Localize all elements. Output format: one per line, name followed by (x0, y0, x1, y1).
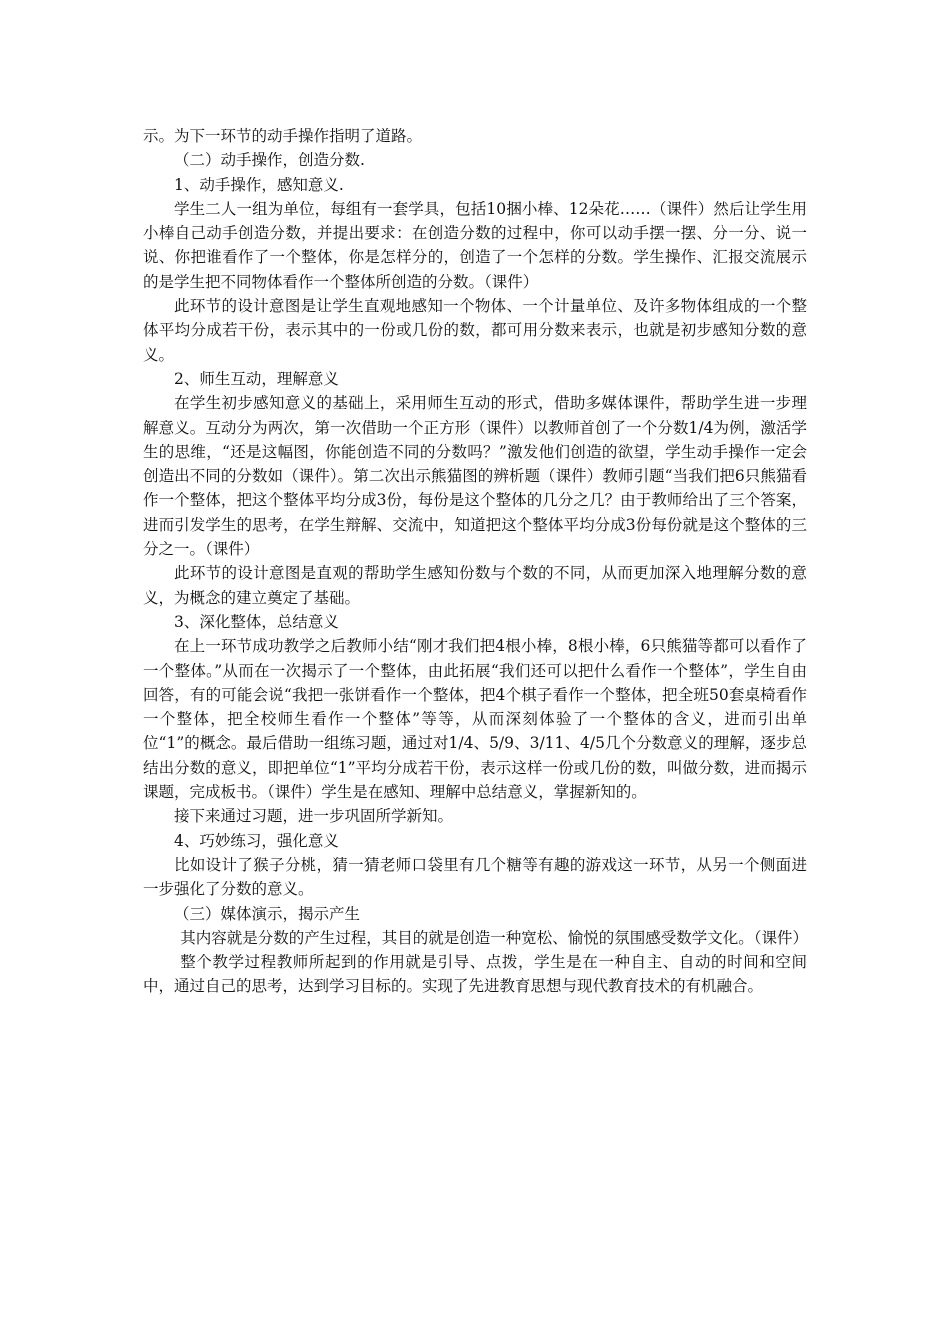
paragraph: 学生二人一组为单位，每组有一套学具，包括10捆小棒、12朵花……（课件）然后让学生用小棒自己动手创造分数，并提出要求：在创造分数的过程中，你可以动手摆一摆、分一分、说一说、你把谁看作了一个整体，你是怎样分的，创造了一个怎样的分数。学生操作、汇报交流展示的是学生把不同物体看作一个整体所创造的分数。（课件） (143, 199, 807, 291)
subsection-heading-1: 1、动手操作，感知意义. (174, 175, 344, 194)
section-heading-3: （三）媒体演示，揭示产生 (174, 904, 361, 923)
paragraph: 接下来通过习题，进一步巩固所学新知。 (174, 807, 454, 826)
subsection-heading-2: 2、师生互动，理解意义 (174, 369, 339, 388)
paragraph: 此环节的设计意图是让学生直观地感知一个物体、一个计量单位、及许多物体组成的一个整体平均分成若干份，表示其中的一份或几份的数，都可用分数来表示，也就是初步感知分数的意义。 (143, 297, 807, 364)
subsection-heading-4: 4、巧妙练习，强化意义 (174, 831, 339, 850)
section-heading-2: （二）动手操作，创造分数. (174, 151, 365, 170)
paragraph: 此环节的设计意图是直观的帮助学生感知份数与个数的不同，从而更加深入地理解分数的意义，为概念的建立奠定了基础。 (143, 564, 807, 607)
paragraph: 比如设计了猴子分桃，猜一猜老师口袋里有几个糖等有趣的游戏这一环节，从另一个侧面进一步强化了分数的意义。 (143, 855, 807, 899)
paragraph-continuation: 示。为下一环节的动手操作指明了道路。 (143, 127, 423, 145)
paragraph: 在上一环节成功教学之后教师小结“刚才我们把4根小棒，8根小棒，6只熊猫等都可以看作了一个整体。”从而在一次揭示了一个整体，由此拓展“我们还可以把什么看作一个整体”，学生自由回答，有的可能会说“我把一张饼看作一个整体，把4个棋子看作一个整体，把全班50套桌椅看作一个整体，把全校师生看作一个整体”等等，从而深刻体验了一个整体的含义，进而引出单位“1”的概念。最后借助一组练习题，通过对1/4、5/9、3/11、4/5几个分数意义的理解，逐步总结出分数的意义，即把单位“1”平均分成若干份，表示这样一份或几份的数，叫做分数，进而揭示课题，完成板书。（课件）学生是在感知、理解中总结意义，掌握新知的。 (143, 637, 807, 802)
subsection-heading-3: 3、深化整体，总结意义 (174, 612, 339, 631)
paragraph: 在学生初步感知意义的基础上，采用师生互动的形式，借助多媒体课件，帮助学生进一步理解意义。互动分为两次，第一次借助一个正方形（课件）以教师首创了一个分数1/4为例，激活学生的思维，“还是这幅图，你能创造不同的分数吗？”激发他们创造的欲望，学生动手操作一定会创造出不同的分数如（课件）。第二次出示熊猫图的辨析题（课件）教师引题“当我们把6只熊猫看作一个整体，把这个整体平均分成3份，每份是这个整体的几分之几？由于教师给出了三个答案，进而引发学生的思考，在学生辩解、交流中，知道把这个整体平均分成3份每份就是这个整体的三分之一。（课件） (143, 394, 807, 559)
paragraph-conclusion: 整个教学过程教师所起到的作用就是引导、点拨，学生是在一种自主、自动的时间和空间中，通过自己的思考，达到学习目标的。实现了先进教育思想与现代教育技术的有机融合。 (143, 953, 807, 996)
paragraph: 其内容就是分数的产生过程，其目的就是创造一种宽松、愉悦的氛围感受数学文化。（课件） (180, 928, 808, 947)
document-page (143, 124, 807, 999)
